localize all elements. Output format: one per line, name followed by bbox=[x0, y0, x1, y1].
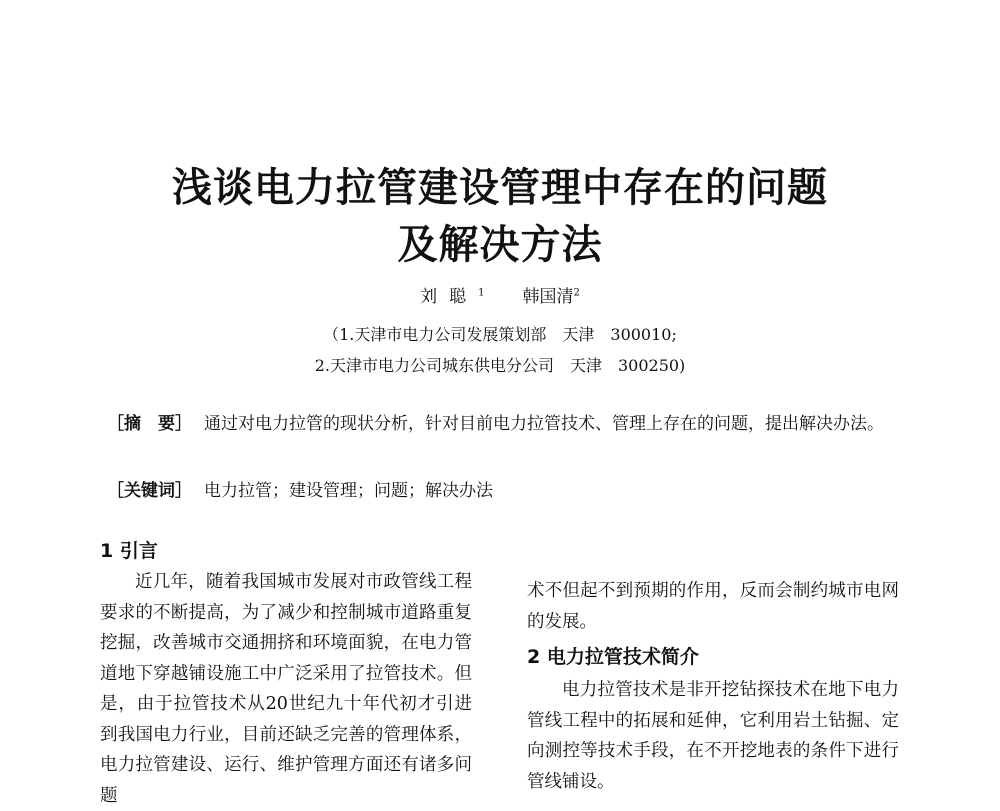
paper-title-line1: 浅谈电力拉管建设管理中存在的问题 bbox=[172, 165, 828, 211]
abstract-label: ［摘 要］ bbox=[107, 414, 192, 434]
paper-title-line2: 及解决方法 bbox=[397, 222, 603, 268]
author-2 bbox=[523, 287, 580, 307]
section-2-paragraph: 电力拉管技术是非开挖钻探技术在地下电力管线工程中的拓展和延伸，它利用岩土钻掘、定向测控等技术手段，在不开挖地表的条件下进行管线铺设。 bbox=[527, 680, 899, 792]
section-1-continued-text: 术不但起不到预期的作用，反而会制约城市电网的发展。 bbox=[527, 581, 899, 632]
authors bbox=[0, 282, 1000, 307]
keywords bbox=[107, 476, 902, 506]
section-2-body bbox=[527, 675, 899, 797]
section-1-paragraph: 近几年，随着我国城市发展对市政管线工程要求的不断提高，为了减少和控制城市道路重复挖掘，改善城市交通拥挤和环境面貌，在电力管道地下穿越铺设施工中广泛采用了拉管技术。但是，由于拉管技术从20世纪九十年代初才引进到我国电力行业，目前还缺乏完善的管理体系，电力拉管建设、运行、维护管理方面还有诸多问题 bbox=[100, 572, 472, 806]
author-2-affil-mark: 2 bbox=[573, 287, 580, 299]
author-1 bbox=[420, 287, 484, 307]
keywords-label: ［关键词］ bbox=[107, 481, 192, 501]
keywords-text: 电力拉管；建设管理；问题；解决办法 bbox=[204, 481, 493, 501]
section-1-heading: 1 引言 bbox=[100, 540, 158, 562]
abstract-text: 通过对电力拉管的现状分析，针对目前电力拉管技术、管理上存在的问题，提出解决办法。 bbox=[204, 414, 884, 434]
author-2-name: 韩国清 bbox=[522, 287, 574, 307]
author-1-affil-mark: 1 bbox=[478, 287, 485, 299]
author-1-name: 刘聪 bbox=[420, 287, 479, 307]
affiliation-2: 2.天津市电力公司城东供电分公司 天津 300250) bbox=[314, 356, 686, 375]
section-2-heading: 2 电力拉管技术简介 bbox=[527, 646, 699, 668]
abstract bbox=[107, 409, 902, 439]
affiliation-1: （1.天津市电力公司发展策划部 天津 300010; bbox=[323, 325, 677, 344]
section-1-body bbox=[100, 567, 472, 811]
section-1-continued bbox=[527, 576, 899, 637]
